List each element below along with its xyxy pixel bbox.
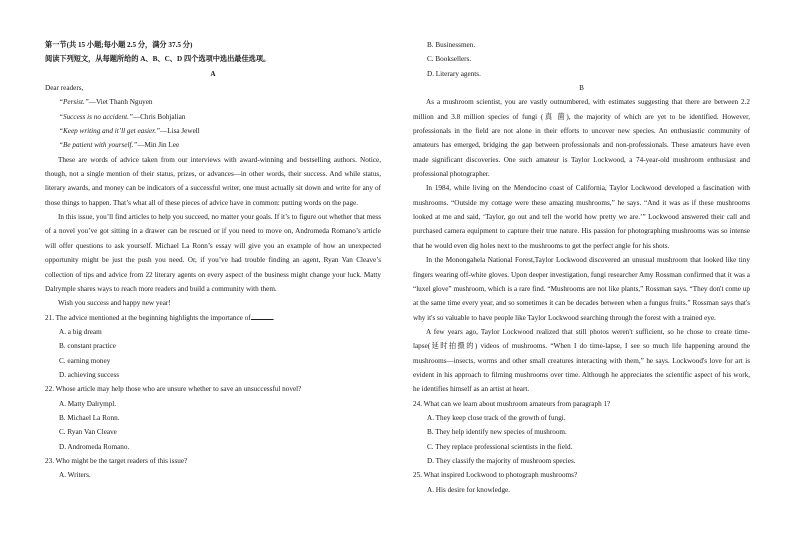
quote-1	[45, 95, 381, 109]
quote-text: “Be patient with yourself.”	[59, 141, 138, 150]
passage-b-paragraph-4: A few years ago, Taylor Lockwood realized that still photos weren't sufficient, so he chose to create time-lapse(延时拍摄的) videos of mushrooms. “When I do time-lapse, I see so much life happening around the mushrooms—insects, worms and other small creatures interacting with them,” he says. Lockwood's love for art is evident in his approach to filming mushrooms over time. Although he appreciates the scientific aspect of his work, he identifies himself as an artist at heart.	[413, 327, 750, 394]
passage-b-label: B	[579, 84, 584, 93]
q22-option-b[interactable]: B. Michael La Ronn.	[59, 413, 120, 422]
q21-option-c[interactable]: C. earning money	[59, 356, 111, 365]
instructions: 阅读下列短文，从每题所给的 A、B、C、D 四个选项中选出最佳选项。	[45, 55, 271, 64]
quote-3	[45, 124, 381, 138]
q23-option-d[interactable]: D. Literary agents.	[427, 69, 481, 78]
q22-option-d[interactable]: D. Andromeda Romano.	[59, 442, 130, 451]
question-24-stem: 24. What can we learn about mushroom amateurs from paragraph 1?	[413, 399, 611, 408]
quote-author: —Min Jin Lee	[137, 141, 180, 150]
left-column	[45, 38, 381, 483]
quote-author: —Lisa Jewell	[160, 127, 200, 136]
q23-option-c[interactable]: C. Booksellers.	[427, 55, 472, 64]
q22-option-c[interactable]: C. Ryan Van Cleave	[59, 428, 117, 437]
quote-text: “Persist.”	[59, 98, 89, 107]
quote-4	[45, 138, 381, 152]
quote-text: “Success is no accident.”	[59, 112, 133, 121]
passage-a-paragraph-1: These are words of advice taken from our interviews with award-winning and bestselling authors. Notice, though, not a single mention of their status, prizes, or advances—in other words, their success. And while status, literary awards, and money can be indicators of a successful writer, one must actually sit down and write for any of those things to happen. That’s what all of these pieces of advice have in common: putting words on the page.	[45, 155, 381, 207]
question-25-stem: 25. What inspired Lockwood to photograph mushrooms?	[413, 471, 578, 480]
section-title: 第一节(共 15 小题;每小题 2.5 分，满分 37.5 分)	[45, 41, 193, 49]
q21-option-b[interactable]: B. constant practice	[59, 342, 116, 351]
q24-option-b[interactable]: B. They help identify new species of mushroom.	[427, 428, 567, 437]
q24-option-c[interactable]: C. They replace professional scientists in the field.	[427, 442, 573, 451]
quote-2	[45, 110, 381, 124]
question-21-stem	[45, 311, 381, 325]
passage-a-label: A	[210, 69, 216, 78]
passage-a-paragraph-2: In this issue, you’ll find articles to help you succeed, no matter your goals. If it’s to figure out whether that mess of a novel you’ve got sitting in a drawer can be rescued or if you need to move on, Andromeda Romano’s article will offer questions to ask yourself. Michael La Ronn’s essay will give you an example of how an unexpected opportunity might be just the push you need. Or, if you’ve had trouble finding an agent, Ryan Van Cleave’s collection of tips and advice from 22 literary agents on every aspect of the business might change your luck. Matty Dalrymple shares ways to reach more readers and build a community with them.	[45, 213, 381, 293]
question-22-stem: 22. Whose article may help those who are unsure whether to save an unsuccessful novel?	[45, 385, 302, 394]
passage-b-paragraph-1: As a mushroom scientist, you are vastly outnumbered, with estimates suggesting that there are between 2.2 million and 3.8 million species of fungi (真 菌), the majority of which are yet to be identified. However, professionals in the field are not alone in their efforts to uncover new species. An enthusiastic community of amateurs has emerged, bridging the gap between professionals and non-professionals. These amateurs have even made significant discoveries. One such amateur is Taylor Lockwood, a 74-year-old mushroom enthusiast and professional photographer.	[413, 98, 750, 179]
q23-option-b[interactable]: B. Businessmen.	[427, 41, 476, 49]
passage-b-paragraph-3: In the Monongahela National Forest,Taylor Lockwood discovered an unusual mushroom that looked like tiny fingers wearing off-white gloves. Upon deeper investigation, fungi researcher Amy Rossman confirmed that it was a “luxel glove” mushroom, which is a rare find. “Mushrooms are not like plants,” Rossman says. “They don't come up at the same time every year, and so sometimes it can be decades between when a fungus fruits.” Rossman says that's why it's so valuable to have people like Taylor Lockwood searching through the forest with a trained eye.	[413, 256, 750, 322]
passage-b-paragraph-2: In 1984, while living on the Mendocino coast of California, Taylor Lockwood developed a fascination with mushrooms. “Outside my cottage were these amazing mushrooms,” he says. “And it was as if these mushrooms looked at me and said, ‘Taylor, go out and tell the world how pretty we are.’” Lockwood answered their call and purchased camera equipment to capture their true nature. His passion for photographing mushrooms was so intense that he would even dig holes next to the mushrooms to get the perfect angle for his shots.	[413, 184, 750, 250]
q21-option-d[interactable]: D. achieving success	[59, 370, 120, 379]
q25-option-a[interactable]: A. His desire for knowledge.	[427, 485, 511, 494]
q22-option-a[interactable]: A. Matty Dalrympl.	[59, 399, 117, 408]
question-21-text: 21. The advice mentioned at the beginning highlights the importance of	[45, 313, 251, 322]
salutation: Dear readers,	[45, 84, 84, 93]
quote-author: —Viet Thanh Nguyen	[88, 98, 153, 107]
question-23-stem: 23. Who might be the target readers of this issue?	[45, 456, 188, 465]
quote-author: —Chris Bohjalian	[132, 112, 186, 121]
q23-option-a[interactable]: A. Writers.	[59, 471, 91, 480]
question-21-end: .	[272, 313, 275, 322]
q21-option-a[interactable]: A. a big dream	[59, 327, 102, 336]
quote-text: “Keep writing and it’ll get easier.”	[59, 127, 161, 136]
right-column	[413, 38, 750, 497]
closing-line: Wish you success and happy new year!	[58, 299, 171, 308]
q24-option-d[interactable]: D. They classify the majority of mushroom species.	[427, 456, 576, 465]
q24-option-a[interactable]: A. They keep close track of the growth of fungi.	[427, 413, 566, 422]
answer-blank	[251, 313, 273, 320]
